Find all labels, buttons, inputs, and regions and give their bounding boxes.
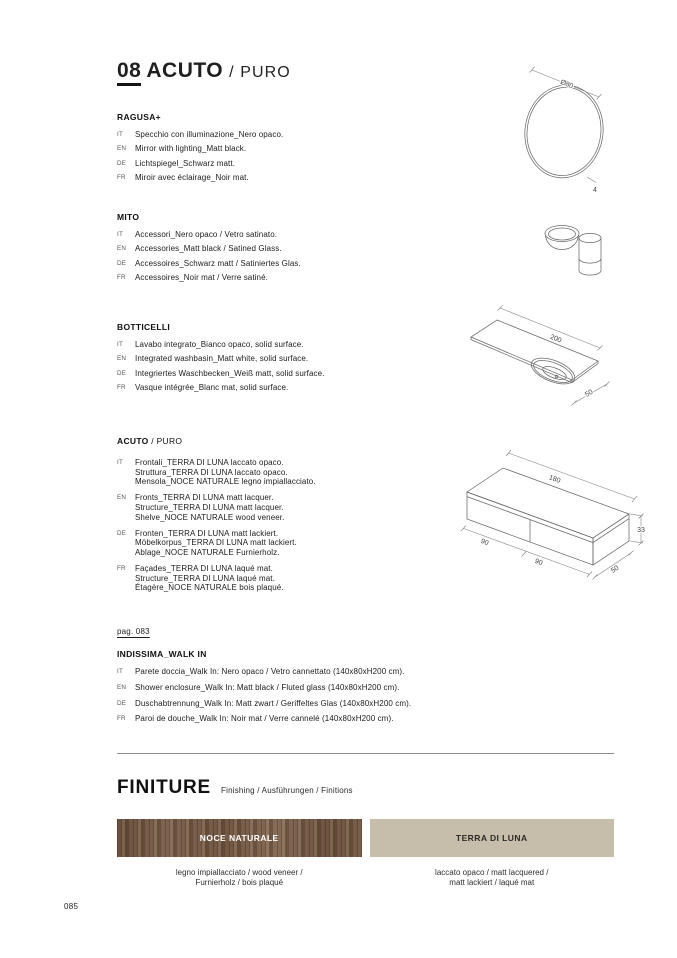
language-code: FR — [117, 565, 126, 573]
description-row — [117, 564, 477, 593]
language-code: FR — [117, 174, 126, 182]
section-acuto-puro — [117, 436, 477, 600]
section-heading-text: INDISSIMA_WALK IN — [117, 649, 207, 659]
section-mito — [117, 212, 477, 288]
mirror-technical-drawing — [500, 55, 665, 197]
description-line: Shelve_NOCE NATURALE wood veneer. — [135, 512, 285, 522]
description-line: Structure_TERRA DI LUNA laqué mat. — [135, 573, 275, 583]
description-row — [117, 340, 477, 350]
description-lines — [135, 564, 284, 593]
title-variant: / PURO — [229, 64, 291, 81]
description-line: Struttura_TERRA DI LUNA laccato opaco. — [135, 467, 288, 477]
cabinet-dimension-lines — [461, 450, 644, 580]
description-line: Shower enclosure_Walk In: Matt black / Fluted glass (140x80xH200 cm). — [135, 682, 400, 692]
description-lines — [135, 173, 249, 183]
section-heading-text: MITO — [117, 212, 140, 222]
description-line: Fronts_TERRA DI LUNA matt lacquer. — [135, 493, 274, 503]
language-code: DE — [117, 259, 127, 267]
language-code: DE — [117, 369, 127, 377]
finish-swatch-wood — [117, 819, 362, 857]
description-lines — [135, 273, 268, 283]
language-code: FR — [117, 384, 126, 392]
section-heading-text: BOTTICELLI — [117, 322, 171, 332]
language-code: IT — [117, 459, 123, 466]
description-line: Lavabo integrato_Bianco opaco, solid surface. — [135, 340, 304, 349]
dim-label-washbasin-length: 200 — [548, 333, 563, 345]
description-lines — [135, 144, 246, 154]
description-line: Vasque intégrée_Blanc mat, solid surface. — [135, 383, 289, 393]
description-rows — [117, 130, 477, 183]
swatch-caption — [370, 868, 615, 888]
finishes-header — [117, 777, 353, 799]
description-line: Duschabtrennung_Walk In: Matt zwart / Geriffeltes Glas (140x80xH200 cm). — [135, 698, 412, 708]
description-lines — [135, 244, 282, 254]
dim-label-cabinet-front-left: 90 — [479, 537, 490, 548]
language-code: DE — [117, 699, 127, 707]
swatch-label: NOCE NATURALE — [199, 833, 279, 843]
language-code: EN — [117, 355, 127, 363]
section-heading-suffix: / PURO — [148, 436, 183, 446]
swatch-caption-line: legno impiallacciato / wood veneer / — [175, 868, 303, 877]
language-code: DE — [117, 529, 127, 537]
description-line: Lichtspiegel_Schwarz matt. — [135, 158, 235, 168]
cabinet-technical-drawing — [440, 450, 670, 598]
description-line: Integrated washbasin_Matt white, solid surface. — [135, 354, 309, 364]
section-heading-text: RAGUSA+ — [117, 112, 161, 122]
language-code: EN — [117, 145, 127, 153]
description-line: Accessories_Matt black / Satined Glass. — [135, 244, 282, 254]
section-indissima-walkin — [117, 621, 477, 730]
accessories-outline — [545, 226, 601, 276]
language-code: EN — [117, 494, 127, 502]
description-line: Möbelkorpus_TERRA DI LUNA matt lackiert. — [135, 538, 297, 548]
section-ragusa — [117, 112, 477, 188]
page-number: 085 — [64, 902, 79, 911]
cabinet-outline — [467, 468, 629, 568]
description-row — [117, 683, 477, 693]
swatch-caption-line: matt lackiert / laqué mat — [449, 878, 535, 887]
description-lines — [135, 230, 277, 240]
description-row — [117, 159, 477, 169]
washbasin-outline — [471, 320, 598, 389]
description-line: Paroi de douche_Walk In: Noir mat / Verre cannelé (140x80xH200 cm). — [135, 714, 394, 724]
description-line: Accessoires_Schwarz matt / Satiniertes Glas. — [135, 258, 301, 268]
dim-label-washbasin-depth: 50 — [584, 388, 595, 399]
description-row — [117, 273, 477, 283]
language-code: IT — [117, 668, 123, 675]
description-lines — [135, 667, 405, 677]
language-code: EN — [117, 245, 127, 253]
section-heading — [117, 649, 477, 659]
description-row — [117, 458, 477, 487]
language-code: IT — [117, 231, 123, 238]
description-line: Mirror with lighting_Matt black. — [135, 144, 247, 154]
description-lines — [135, 699, 411, 709]
description-row — [117, 354, 477, 364]
description-rows — [117, 230, 477, 283]
swatch-caption-line: Furnierholz / bois plaqué — [195, 878, 284, 887]
description-lines — [135, 714, 394, 724]
description-lines — [135, 683, 400, 693]
description-row — [117, 667, 477, 677]
dim-label-cabinet-length: 180 — [547, 474, 562, 485]
description-line: Mensola_NOCE NATURALE legno impiallacciato. — [135, 477, 316, 487]
description-row — [117, 230, 477, 240]
dim-label-cabinet-front-right: 90 — [533, 557, 544, 568]
language-code: IT — [117, 131, 123, 138]
description-line: Accessoires_Noir mat / Verre satiné. — [135, 273, 268, 283]
description-row — [117, 259, 477, 269]
washbasin-technical-drawing — [455, 305, 670, 417]
description-lines — [135, 383, 288, 393]
description-row — [117, 383, 477, 393]
description-row — [117, 714, 477, 724]
description-row — [117, 493, 477, 522]
finishes-subtitle: Finishing / Ausführungen / Finitions — [221, 786, 353, 795]
dim-label-mirror-diameter: Ø80 — [559, 78, 575, 91]
description-lines — [135, 259, 301, 269]
description-line: Étagère_NOCE NATURALE bois plaqué. — [135, 583, 284, 593]
section-heading — [117, 436, 477, 446]
description-lines — [135, 493, 284, 522]
description-lines — [135, 529, 297, 558]
language-code: FR — [117, 274, 126, 282]
description-row — [117, 244, 477, 254]
section-heading — [117, 212, 477, 222]
description-line: Miroir avec éclairage_Noir mat. — [135, 173, 249, 183]
description-lines — [135, 340, 304, 350]
description-line: Integriertes Waschbecken_Weiß matt, solid surface. — [135, 368, 325, 378]
section-heading — [117, 322, 477, 332]
title-name: ACUTO — [146, 59, 224, 82]
description-line: Accessori_Nero opaco / Vetro satinato. — [135, 230, 278, 239]
finishes-heading: FINITURE — [117, 777, 212, 798]
section-heading — [117, 112, 477, 122]
accessories-technical-drawing — [535, 218, 615, 278]
description-rows — [117, 667, 477, 724]
description-lines — [135, 130, 283, 140]
finish-swatch-plain — [370, 819, 615, 857]
description-rows — [117, 458, 477, 593]
description-row — [117, 144, 477, 154]
description-row — [117, 130, 477, 140]
description-line: Fronten_TERRA DI LUNA matt lackiert. — [135, 528, 279, 538]
description-rows — [117, 340, 477, 393]
section-divider — [117, 753, 614, 754]
description-line: Frontali_TERRA DI LUNA laccato opaco. — [135, 458, 284, 467]
language-code: FR — [117, 715, 126, 723]
description-lines — [135, 369, 325, 379]
description-row — [117, 529, 477, 558]
description-lines — [135, 458, 316, 487]
swatch-caption-line: laccato opaco / matt lacquered / — [435, 868, 549, 877]
swatch-caption — [117, 868, 362, 888]
dim-label-mirror-thickness: 4 — [593, 187, 597, 194]
description-line: Parete doccia_Walk In: Nero opaco / Vetro cannettato (140x80xH200 cm). — [135, 667, 405, 676]
page-title — [117, 60, 291, 86]
title-index: 08 — [117, 60, 141, 86]
dim-label-cabinet-height: 33 — [637, 527, 645, 534]
section-heading-text: ACUTO — [117, 436, 149, 446]
language-code: IT — [117, 341, 123, 348]
description-row — [117, 369, 477, 379]
description-line: Specchio con illuminazione_Nero opaco. — [135, 130, 284, 139]
swatch-label: TERRA DI LUNA — [455, 833, 528, 843]
description-line: Structure_TERRA DI LUNA matt lacquer. — [135, 502, 284, 512]
finish-swatches — [117, 819, 614, 888]
finish-terra-di-luna — [370, 819, 615, 888]
description-lines — [135, 354, 308, 364]
page-reference: pag. 083 — [117, 627, 150, 636]
description-line: Ablage_NOCE NATURALE Furnierholz. — [135, 547, 280, 557]
description-row — [117, 699, 477, 709]
language-code: DE — [117, 159, 127, 167]
description-line: Façades_TERRA DI LUNA laqué mat. — [135, 564, 273, 574]
description-lines — [135, 159, 235, 169]
language-code: EN — [117, 683, 127, 691]
description-row — [117, 173, 477, 183]
finish-noce-naturale — [117, 819, 362, 888]
dim-label-cabinet-depth: 50 — [610, 564, 621, 575]
section-botticelli — [117, 322, 477, 398]
